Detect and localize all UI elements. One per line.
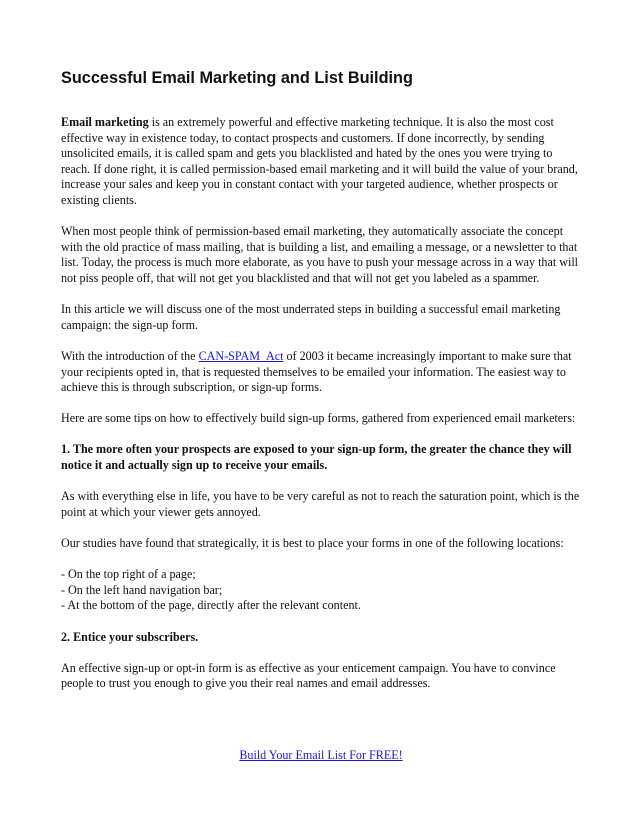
can-spam-act-link[interactable]: CAN-SPAM_Act xyxy=(198,348,284,363)
paragraph-permission-marketing: When most people think of permission-based email marketing, they automatically associate the concept with the old practice of mass mailing, that is building a list, and emailing a message, or a newsletter to that list. Today, the process is much more elaborate, as you have to push your message across in a way that will not piss people off, that will not get you blacklisted and that will not get you labeled as a spammer. xyxy=(61,224,579,285)
paragraph-article-scope: In this article we will discuss one of the most underrated steps in building a successful email marketing campaign: the sign-up form. xyxy=(61,302,561,332)
paragraph-saturation: As with everything else in life, you have to be very careful as not to reach the saturation point, which is the point at which your viewer gets annoyed. xyxy=(61,489,580,519)
can-spam-text-before: With the introduction of the xyxy=(61,348,199,363)
locations-list xyxy=(61,567,581,614)
list-item: - On the left hand navigation bar; xyxy=(61,582,223,597)
tip-heading-1: 1. The more often your prospects are exposed to your sign-up form, the greater the chance they will notice it and actually sign up to receive your emails. xyxy=(61,442,572,473)
build-email-list-link[interactable]: Build Your Email List For FREE! xyxy=(239,748,403,762)
list-item: - At the bottom of the page, directly after the relevant content. xyxy=(61,598,361,613)
can-spam-text-after: of 2003 it became increasingly important to make sure that your recipients opted in, that is requested themselves to be emailed your information. The easiest way to achieve this is through subscription, or sign-up forms. xyxy=(61,348,572,395)
list-item: - On the top right of a page; xyxy=(61,567,196,582)
paragraph-intro xyxy=(61,115,581,209)
paragraph-tips-intro: Here are some tips on how to effectively build sign-up forms, gathered from experienced email marketers: xyxy=(61,411,576,426)
document-page xyxy=(61,0,581,826)
document-title: Successful Email Marketing and List Building xyxy=(61,69,413,87)
intro-lead-term: Email marketing xyxy=(61,115,149,129)
paragraph-enticement: An effective sign-up or opt-in form is as effective as your enticement campaign. You have to convince people to trust you enough to give you their real names and email addresses. xyxy=(61,660,556,691)
paragraph-can-spam xyxy=(61,349,581,396)
paragraph-locations-intro: Our studies have found that strategically, it is best to place your forms in one of the following locations: xyxy=(61,536,564,551)
footer xyxy=(61,748,581,764)
tip-heading-2: 2. Entice your subscribers. xyxy=(61,629,199,644)
intro-text: is an extremely powerful and effective marketing technique. It is also the most cost effective way in existence today, to contact prospects and customers. If done incorrectly, by sending unsolicited emails, it is called spam and gets you blacklisted and hated by the ones you were trying to reach. If done right, it is called permission-based email marketing and it will build the value of your brand, increase your sales and keep you in constant contact with your targeted audience, whether prospects or existing clients. xyxy=(61,115,578,207)
article-body xyxy=(61,115,581,708)
